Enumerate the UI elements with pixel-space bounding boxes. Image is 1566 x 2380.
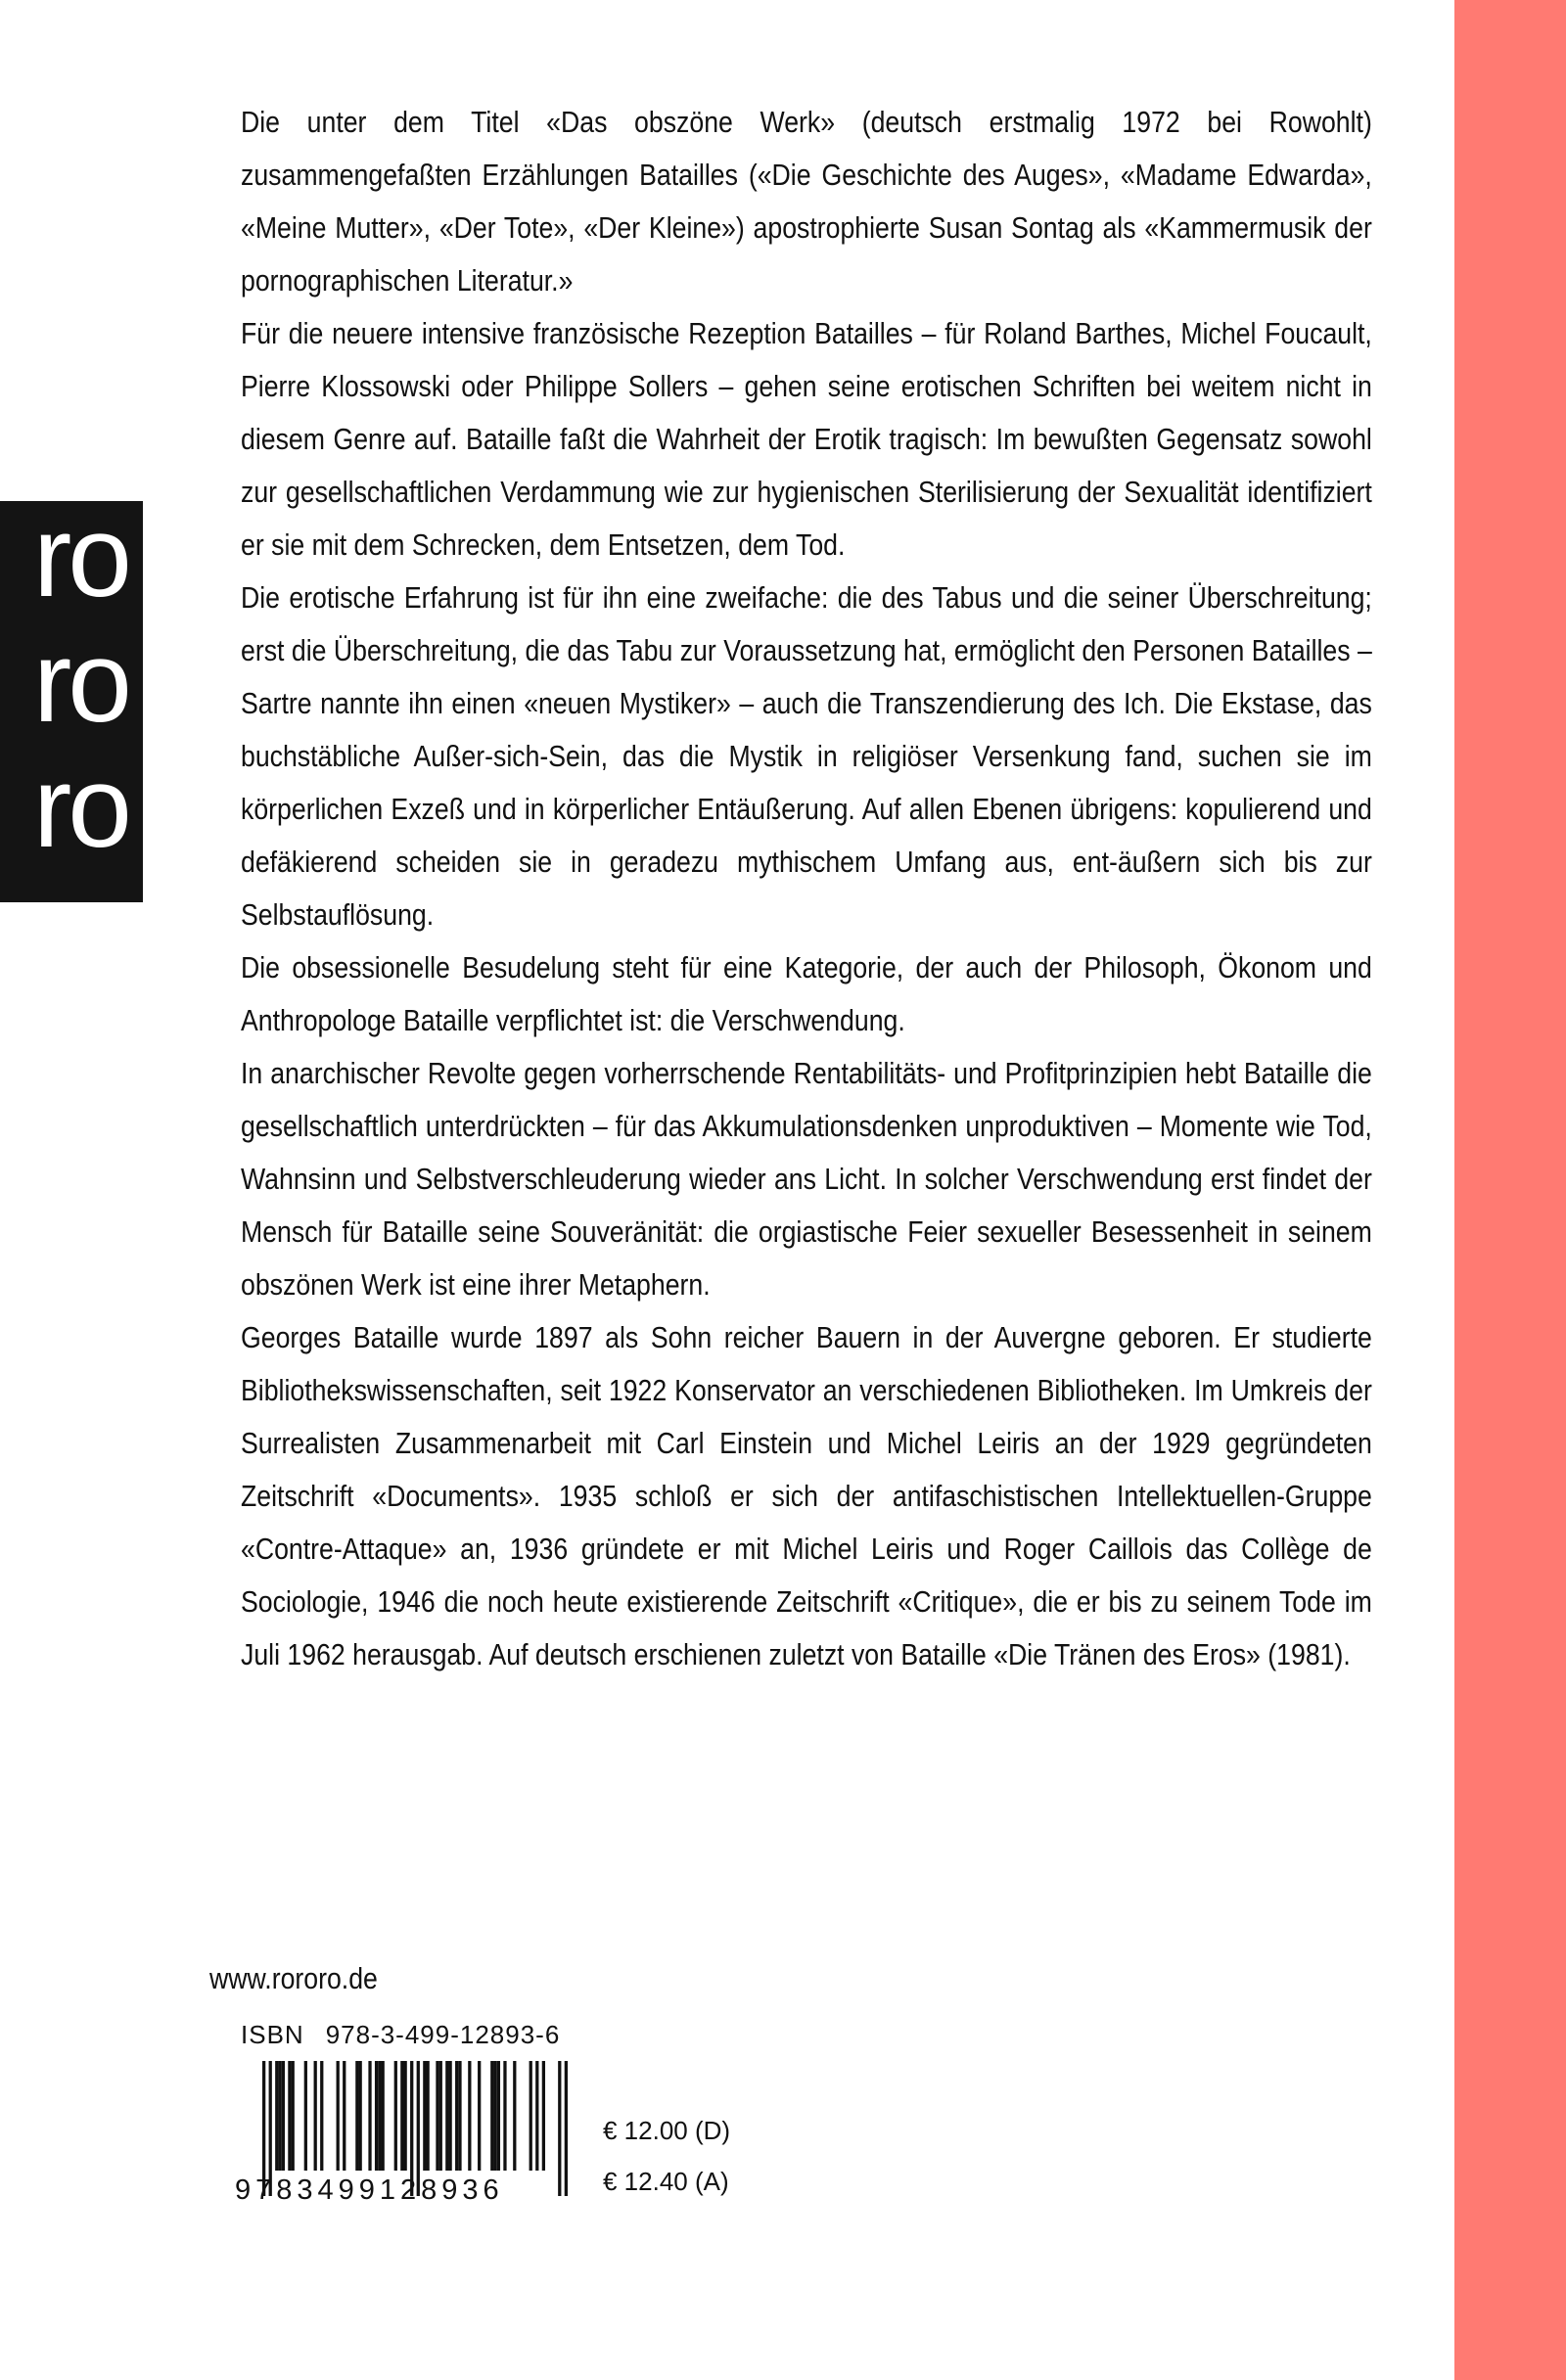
- barcode-bar: [426, 2061, 429, 2171]
- barcode-bar: [542, 2061, 545, 2171]
- paragraph-6-author-bio: Georges Bataille wurde 1897 als Sohn reicher Bauern in der Auvergne geboren. Er studierte Bibliothekswissenschaften, seit 1922 Konservator an verschiedenen Bibliotheken. Im Umkreis der Surrealisten Zusammenarbeit mit Carl Einstein und Michel Leiris an der 1929 gegründeten Zeitschrift «Documents». 1935 schloß er sich der antifaschistischen Intellektuellen-Gruppe «Contre-Attaque» an, 1936 gründete er mit Michel Leiris und Roger Caillois das Collège de Sociologie, 1946 die noch heute existierende Zeitschrift «Critique», die er bis zu seinem Tode im Juli 1962 herausgab. Auf deutsch erschienen zuletzt von Bataille «Die Tränen des Eros» (1981).: [241, 1320, 1372, 1671]
- barcode-bar: [445, 2061, 448, 2171]
- blurb-text: [241, 96, 1372, 1681]
- barcode-bar: [368, 2061, 371, 2171]
- barcode-bar: [458, 2061, 461, 2171]
- barcode-bar: [468, 2061, 471, 2171]
- paragraph-1: Die unter dem Titel «Das obszöne Werk» (deutsch erstmalig 1972 bei Rowohlt) zusammengefaßten Erzählungen Batailles («Die Geschichte des Auges», «Madame Edwarda», «Meine Mutter», «Der Tote», «Der Kleine») apostrophierte Susan Sontag als «Kammermusik der pornographischen Literatur.»: [241, 105, 1372, 298]
- barcode-bar: [503, 2061, 506, 2171]
- barcode-bar: [275, 2061, 278, 2171]
- isbn-label: ISBN: [241, 2020, 304, 2049]
- barcode-bar: [565, 2061, 568, 2196]
- barcode-bar: [530, 2061, 532, 2171]
- barcode-bar: [288, 2061, 291, 2171]
- barcode-bar: [455, 2061, 458, 2171]
- paragraph-4: Die obsessionelle Besudelung steht für eine Kategorie, der auch der Philosoph, Ökonom und Anthropologe Bataille verpflichtet ist: die Verschwendung.: [241, 950, 1372, 1037]
- rororo-logo: [0, 501, 143, 902]
- paragraph-3: Die erotische Erfahrung ist für ihn eine zweifache: die des Tabus und die seiner Überschreitung; erst die Überschreitung, die das Tabu zur Voraussetzung hat, ermöglicht den Personen Batailles – Sartre nannte ihn einen «neuen Mystiker» – auch die Transzendierung des Ich. Die Ekstase, das buchstäbliche Außer-sich-Sein, das die Mystik in religiöser Versenkung fand, suchen sie im körperlichen Exzeß und in körperlicher Entäußerung. Auf allen Ebenen übrigens: kopulierend und defäkierend scheiden sie in geradezu mythischem Umfang aus, ent-äußern sich bis zur Selbstauflösung.: [241, 580, 1372, 932]
- barcode-bar: [292, 2061, 295, 2171]
- barcode-bar: [304, 2061, 307, 2171]
- barcode-bar: [490, 2061, 493, 2171]
- barcode-bar: [375, 2061, 378, 2171]
- barcode-bar: [282, 2061, 285, 2171]
- barcode-bar: [478, 2061, 481, 2171]
- barcode-bar: [493, 2061, 496, 2171]
- barcode-bar: [343, 2061, 345, 2171]
- logo-line-3: ro: [33, 743, 128, 872]
- barcode-bar: [513, 2061, 516, 2171]
- barcode-bar: [400, 2061, 403, 2171]
- barcode-bar: [497, 2061, 500, 2171]
- paragraph-5: In anarchischer Revolte gegen vorherrschende Rentabilitäts- und Profitprinzipien hebt Bataille die gesellschaftlich unterdrückten – für das Akkumulationsdenken unproduktiven – Momente wie Tod, Wahnsinn und Selbstverschleuderung wieder ans Licht. In solcher Verschwendung erst findet der Mensch für Bataille seine Souveränität: die orgiastische Feier sexueller Besessenheit in seinem obszönen Werk ist eine ihrer Metaphern.: [241, 1056, 1372, 1302]
- barcode-bar: [314, 2061, 317, 2171]
- barcode-bar: [423, 2061, 426, 2171]
- barcode-bar: [439, 2061, 442, 2171]
- barcode-bar: [558, 2061, 561, 2196]
- barcode-bar: [278, 2061, 281, 2171]
- spine-color-stripe: [1454, 0, 1566, 2380]
- isbn-number: 978-3-499-12893-6: [325, 2020, 561, 2049]
- barcode-bar: [394, 2061, 397, 2171]
- barcode-bar: [355, 2061, 358, 2171]
- isbn-line: [241, 2020, 581, 2050]
- price-austria: € 12.40 (A): [603, 2167, 729, 2196]
- barcode-bar: [359, 2061, 362, 2171]
- barcode-digits: 9783499128936: [235, 2174, 504, 2206]
- paragraph-2: Für die neuere intensive französische Rezeption Batailles – für Roland Barthes, Michel Foucault, Pierre Klossowski oder Philippe Sollers – gehen seine erotischen Schriften bei weitem nicht in diesem Genre auf. Bataille faßt die Wahrheit der Erotik tragisch: Im bewußten Gegensatz sowohl zur gesellschaftlichen Verdammung wie zur hygienischen Sterilisierung der Sexualität identifiziert er sie mit dem Schrecken, dem Entsetzen, dem Tod.: [241, 316, 1372, 562]
- website-url[interactable]: www.rororo.de: [209, 1961, 378, 1995]
- barcode-bar: [448, 2061, 451, 2171]
- barcode-bar: [337, 2061, 340, 2171]
- barcode-bar: [436, 2061, 438, 2171]
- price-germany: € 12.00 (D): [603, 2116, 731, 2145]
- barcode-bar: [404, 2061, 407, 2171]
- logo-line-1: ro: [33, 501, 128, 621]
- barcode-bar: [378, 2061, 381, 2171]
- barcode-bar: [320, 2061, 323, 2171]
- logo-line-2: ro: [33, 618, 128, 747]
- barcode-bar: [382, 2061, 385, 2171]
- barcode-bar: [535, 2061, 538, 2171]
